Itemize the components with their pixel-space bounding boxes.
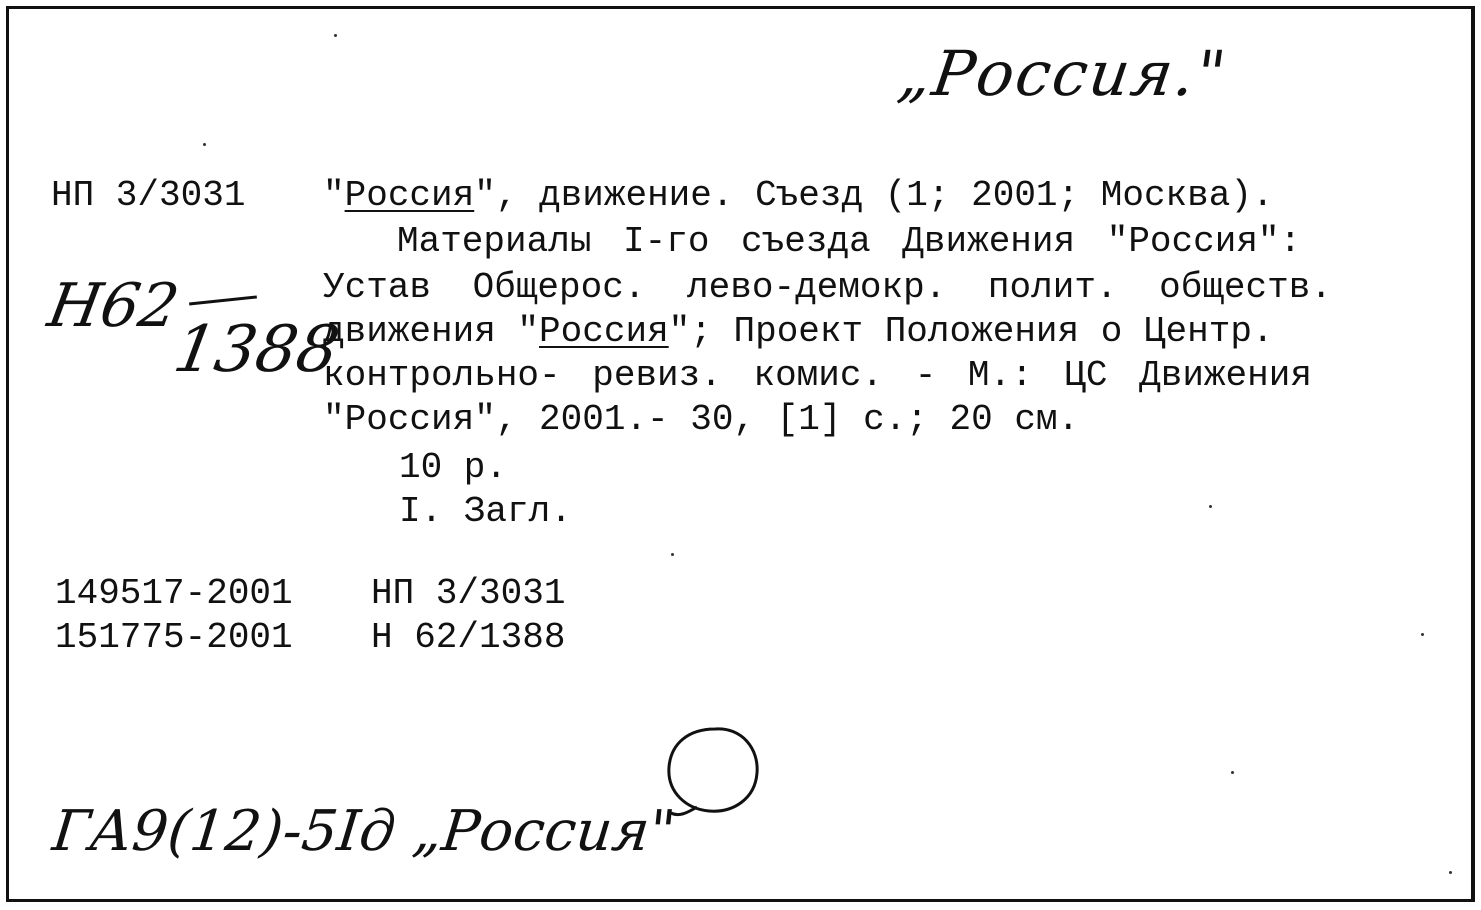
shelf-divider-line <box>189 295 257 305</box>
entry-line-4-end: "; Проект Положения о Центр. <box>668 311 1274 352</box>
handwritten-shelf-bottom: 1388 <box>168 313 345 387</box>
entry-line-4 <box>323 311 1274 352</box>
entry-note: I. Загл. <box>399 491 572 532</box>
entry-title-word: Россия <box>344 175 475 216</box>
entry-line-6: "Россия", 2001.- 30, [1] с.; 20 см. <box>323 399 1080 440</box>
entry-open-quote: " <box>323 175 345 216</box>
accession-shelfmark: НП 3/3031 <box>371 573 566 614</box>
accession-number: 151775-2001 <box>55 617 293 658</box>
entry-line-5: контрольно- ревиз. комис. - М.: ЦС Движения <box>323 355 1312 396</box>
scan-speck <box>203 143 206 146</box>
accession-number: 149517-2001 <box>55 573 293 614</box>
call-number: НП 3/3031 <box>51 175 246 216</box>
entry-line-1-rest: ", движение. Съезд (1; 2001; Москва). <box>474 175 1274 216</box>
handwritten-shelf-top: Н62 <box>42 271 184 341</box>
accession-shelfmark: Н 62/1388 <box>371 617 566 658</box>
entry-line-2: Материалы I-го съезда Движения "Россия": <box>397 221 1302 262</box>
scan-speck <box>1421 633 1424 636</box>
scan-speck <box>1209 505 1212 508</box>
entry-line-4-title-word: Россия <box>539 311 669 352</box>
scan-speck <box>334 34 337 37</box>
entry-line-4-start: движения " <box>323 311 540 352</box>
entry-line-1 <box>323 175 1274 216</box>
scan-speck <box>671 553 674 556</box>
entry-line-3: Устав Общерос. лево-демокр. полит. обществ. <box>323 267 1332 308</box>
entry-price: 10 р. <box>399 447 508 488</box>
handwritten-classification: ГА9(12)-5Iд „Россия" <box>49 799 679 864</box>
scan-speck <box>1449 871 1452 874</box>
scan-speck <box>1231 771 1234 774</box>
catalog-card <box>6 6 1475 902</box>
handwritten-heading: „Россия." <box>893 37 1232 110</box>
